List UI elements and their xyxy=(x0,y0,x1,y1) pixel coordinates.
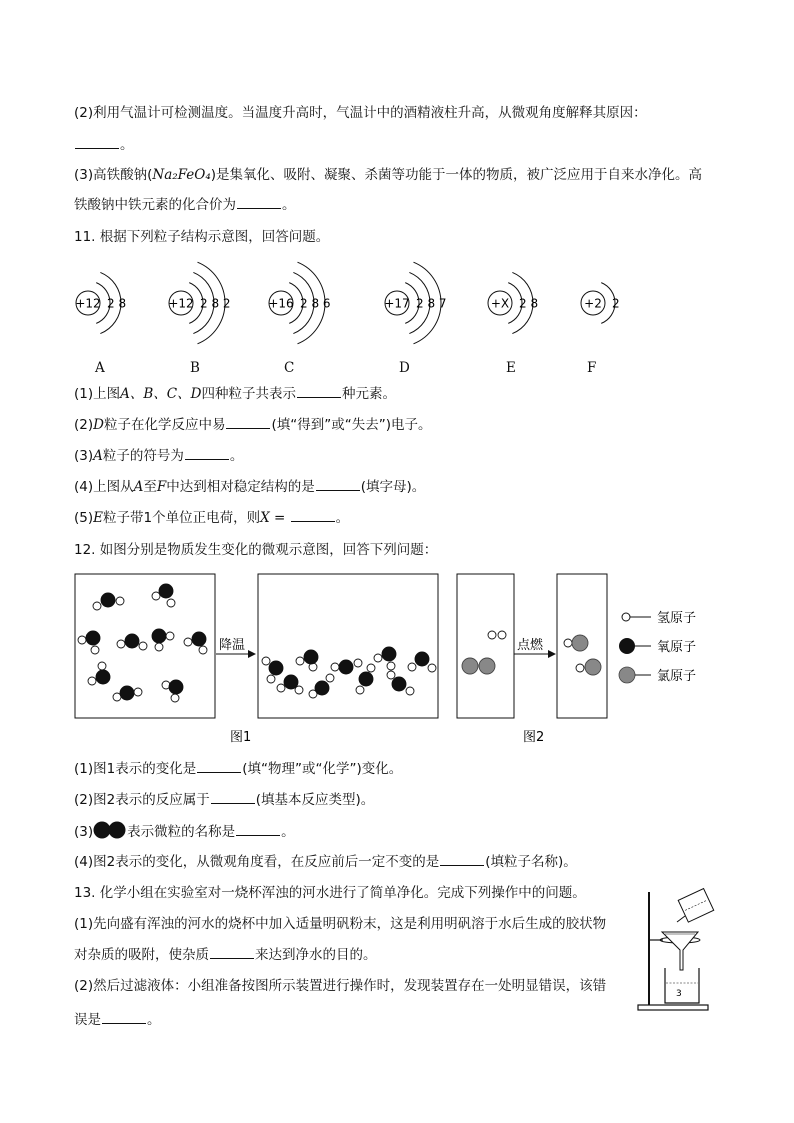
legend-hydrogen-icon xyxy=(622,613,630,621)
fig2-caption: 图2 xyxy=(523,730,545,745)
particle-a xyxy=(75,272,126,333)
q10-part2-text: (2)利用气温计可检测温度。当温度升高时，气温计中的酒精液柱升高，从微观角度解释其原因： xyxy=(74,105,647,121)
legend-chlorine: 氯原子 xyxy=(657,669,697,684)
fig1-caption: 图1 xyxy=(230,730,252,745)
legend-oxygen: 氧原子 xyxy=(657,640,697,655)
answer-blank[interactable] xyxy=(197,760,241,773)
particle-c xyxy=(268,262,330,344)
q12-sub3: (3) 表示微粒的名称是 。 xyxy=(74,821,295,842)
particle-e xyxy=(488,272,538,333)
filtration-apparatus-image xyxy=(635,888,725,1013)
microscopic-change-figures xyxy=(0,570,794,745)
answer-blank[interactable] xyxy=(226,416,270,429)
particle-label-d: D xyxy=(399,360,410,376)
fig2-before-box xyxy=(457,574,514,718)
shell-electron-counts: 2 8 6 xyxy=(300,296,331,311)
shell-electron-counts: 2 8 xyxy=(107,296,127,311)
nucleus-charge: +12 xyxy=(75,296,101,311)
shell-electron-counts: 2 8 2 xyxy=(200,296,231,311)
answer-blank[interactable] xyxy=(291,509,335,522)
nucleus-charge: +2 xyxy=(584,296,602,311)
nucleus-charge: +17 xyxy=(384,296,410,311)
q11-sub5: (5)E粒子带1个单位正电荷，则X = 。 xyxy=(74,510,350,526)
legend-oxygen-icon xyxy=(619,638,635,654)
q13-stem: 13. 化学小组在实验室对一烧杯浑浊的河水进行了简单净化。完成下列操作中的问题。 xyxy=(74,885,586,901)
particle-f xyxy=(581,283,620,324)
fig1-arrow-label: 降温 xyxy=(219,638,246,653)
answer-blank[interactable] xyxy=(316,478,360,491)
answer-blank[interactable] xyxy=(185,447,229,460)
q10-part3-text-cont: 铁酸钠中铁元素的化合价为 。 xyxy=(74,197,296,213)
answer-blank[interactable] xyxy=(440,853,484,866)
answer-blank[interactable] xyxy=(211,791,255,804)
formula: Na₂FeO₄ xyxy=(152,167,211,183)
nucleus-charge: +16 xyxy=(268,296,294,311)
particle-structure-diagrams xyxy=(0,262,794,342)
q11-sub4: (4)上图从A至F中达到相对稳定结构的是 (填字母)。 xyxy=(74,479,426,495)
q12-sub4: (4)图2表示的变化，从微观角度看，在反应前后一定不变的是 (填粒子名称)。 xyxy=(74,854,577,870)
svg-text:3: 3 xyxy=(676,989,682,999)
fig2-arrow-label: 点燃 xyxy=(517,638,544,653)
shell-electron-counts: 2 8 7 xyxy=(416,296,447,311)
q13-sub2-cont: 误是 。 xyxy=(74,1012,161,1028)
nucleus-charge: +X xyxy=(490,296,510,311)
q11-sub2: (2)D粒子在化学反应中易 (填“得到”或“失去”)电子。 xyxy=(74,417,432,433)
q13-sub1: (1)先向盛有浑浊的河水的烧杯中加入适量明矾粉末，这是利用明矾溶于水后生成的胶状物 xyxy=(74,916,607,932)
q12-sub1: (1)图1表示的变化是 (填“物理”或“化学”)变化。 xyxy=(74,761,403,777)
q12-sub2: (2)图2表示的反应属于 (填基本反应类型)。 xyxy=(74,792,375,808)
q11-sub3: (3)A粒子的符号为 。 xyxy=(74,448,244,464)
shell-electron-counts: 2 xyxy=(612,296,620,311)
q13-sub1-cont: 对杂质的吸附，使杂质 来达到净水的目的。 xyxy=(74,947,377,963)
particle-label-c: C xyxy=(284,360,295,376)
q11-sub1: (1)上图A、B、C、D四种粒子共表示 种元素。 xyxy=(74,386,396,402)
particle-label-f: F xyxy=(587,360,597,376)
answer-blank[interactable] xyxy=(210,946,254,959)
oxygen-molecule-icon xyxy=(93,821,127,839)
q10-part3-text: (3)高铁酸钠(Na₂FeO₄)是集氧化、吸附、凝聚、杀菌等功能于一体的物质，被广泛应用于自来水净化。高 xyxy=(74,167,703,183)
legend-hydrogen: 氢原子 xyxy=(657,611,697,626)
answer-blank[interactable] xyxy=(102,1011,146,1024)
answer-blank[interactable] xyxy=(236,823,280,836)
q11-stem: 11. 根据下列粒子结构示意图，回答问题。 xyxy=(74,229,330,245)
q10-part2-answer-line: 。 xyxy=(74,135,134,155)
legend-chlorine-icon xyxy=(619,667,635,683)
shell-electron-counts: 2 8 xyxy=(519,296,539,311)
particle-label-e: E xyxy=(506,360,516,376)
answer-blank[interactable] xyxy=(75,136,119,149)
particle-label-a: A xyxy=(95,360,105,376)
particle-d xyxy=(384,262,446,344)
particle-label-b: B xyxy=(190,360,200,376)
legend xyxy=(619,611,696,684)
q13-sub2: (2)然后过滤液体：小组准备按图所示装置进行操作时，发现装置存在一处明显错误，该错 xyxy=(74,978,607,994)
particle-b xyxy=(168,262,230,344)
answer-blank[interactable] xyxy=(237,196,281,209)
q12-stem: 12. 如图分别是物质发生变化的微观示意图，回答下列问题： xyxy=(74,542,438,558)
fig1-after-box xyxy=(258,574,438,718)
answer-blank[interactable] xyxy=(297,385,341,398)
nucleus-charge: +12 xyxy=(168,296,194,311)
